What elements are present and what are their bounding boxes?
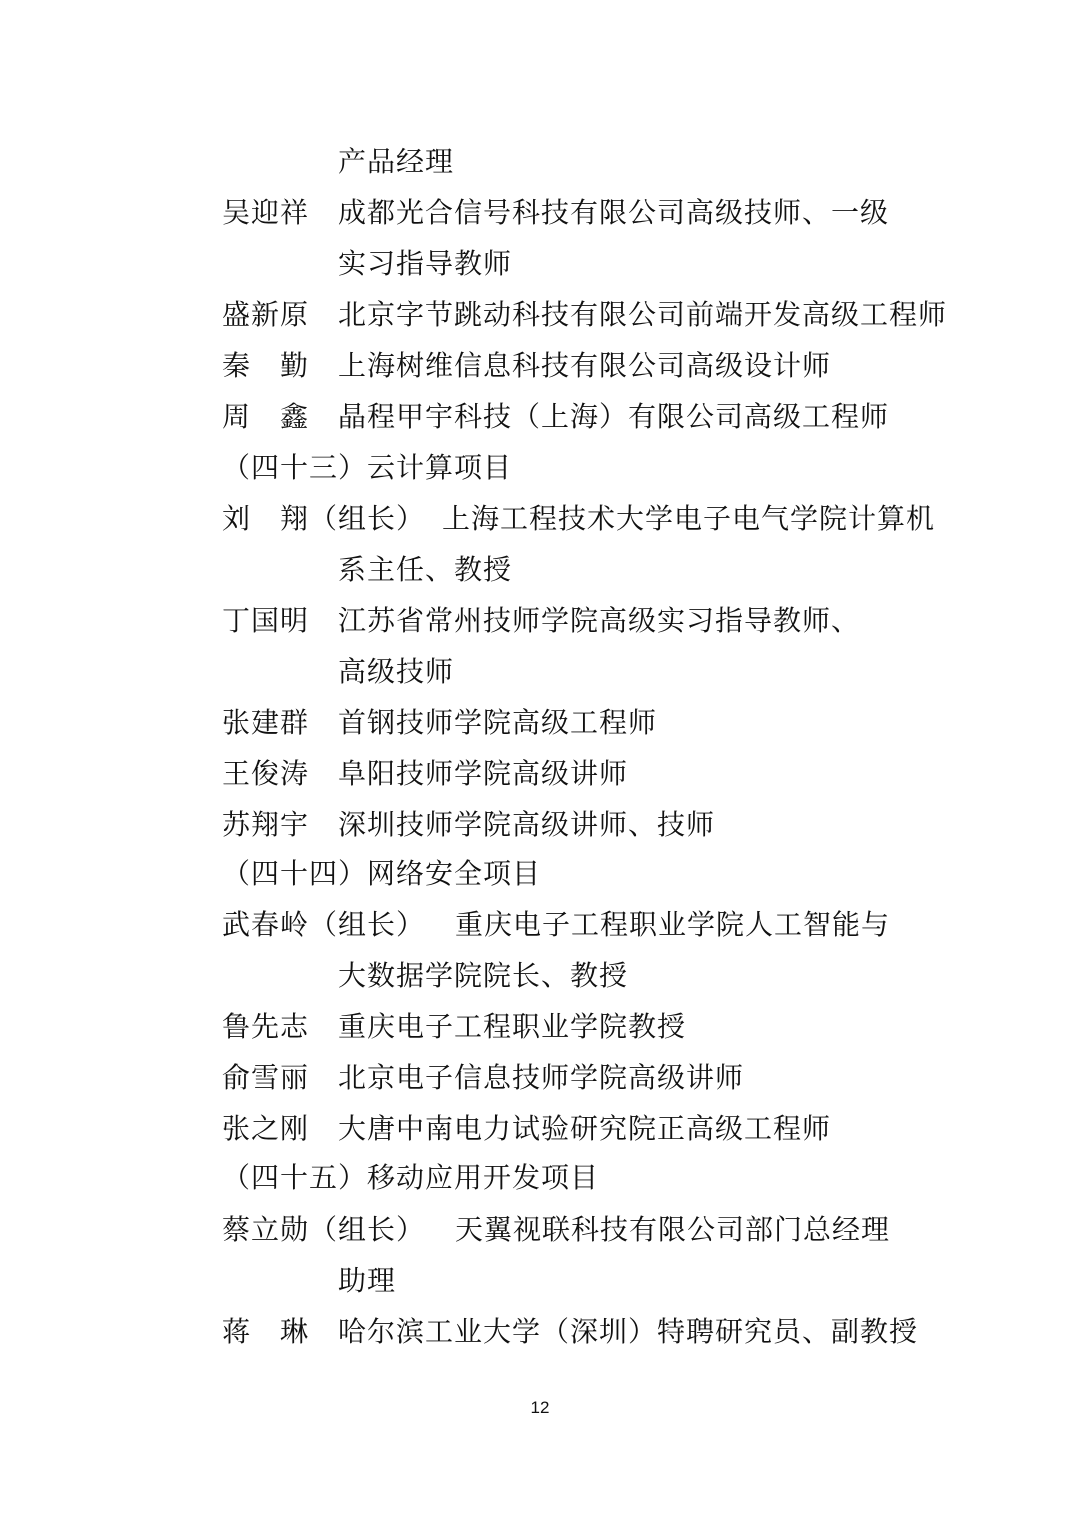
entry-name: 盛新原: [222, 298, 310, 331]
entry-description: 系主任、教授: [338, 553, 513, 586]
entry-name: 张之刚: [222, 1112, 310, 1145]
entry-description: 成都光合信号科技有限公司高级技师、一级: [338, 196, 890, 229]
entry-description: 北京字节跳动科技有限公司前端开发高级工程师: [338, 298, 948, 331]
entry-description: 上海树维信息科技有限公司高级设计师: [338, 349, 832, 382]
entry-name: 苏翔宇: [222, 808, 310, 841]
entry-description: 助理: [338, 1264, 397, 1297]
entry-description: 深圳技师学院高级讲师、技师: [338, 808, 716, 841]
section-heading: （四十四）网络安全项目: [222, 857, 542, 890]
entry-name: 武春岭（组长）: [222, 908, 426, 941]
entry-name: 秦 勤: [222, 349, 310, 382]
entry-name: 刘 翔（组长）: [222, 502, 426, 535]
entry-name: 周 鑫: [222, 400, 310, 433]
entry-name: 鲁先志: [222, 1010, 310, 1043]
entry-description: 北京电子信息技师学院高级讲师: [338, 1061, 745, 1094]
entry-description: 天翼视联科技有限公司部门总经理: [455, 1213, 891, 1246]
entry-name: 王俊涛: [222, 757, 310, 790]
entry-description: 重庆电子工程职业学院人工智能与: [455, 908, 891, 941]
entry-description: 大唐中南电力试验研究院正高级工程师: [338, 1112, 832, 1145]
section-heading: （四十五）移动应用开发项目: [222, 1161, 600, 1194]
entry-description: 大数据学院院长、教授: [338, 959, 629, 992]
entry-description: 江苏省常州技师学院高级实习指导教师、: [338, 604, 861, 637]
entry-name: 吴迎祥: [222, 196, 310, 229]
entry-name: 蒋 琳: [222, 1315, 310, 1348]
page-number: 12: [530, 1398, 550, 1417]
entry-name: 蔡立勋（组长）: [222, 1213, 426, 1246]
entry-name: 丁国明: [222, 604, 310, 637]
entry-name: 张建群: [222, 706, 310, 739]
entry-description: 产品经理: [338, 145, 455, 178]
entry-name: 俞雪丽: [222, 1061, 310, 1094]
entry-description: 上海工程技术大学电子电气学院计算机: [442, 502, 936, 535]
entry-description: 实习指导教师: [338, 247, 513, 280]
entry-description: 重庆电子工程职业学院教授: [338, 1010, 687, 1043]
entry-description: 晶程甲宇科技（上海）有限公司高级工程师: [338, 400, 890, 433]
entry-description: 首钢技师学院高级工程师: [338, 706, 658, 739]
entry-description: 高级技师: [338, 655, 455, 688]
section-heading: （四十三）云计算项目: [222, 451, 513, 484]
entry-description: 哈尔滨工业大学（深圳）特聘研究员、副教授: [338, 1315, 919, 1348]
entry-description: 阜阳技师学院高级讲师: [338, 757, 629, 790]
